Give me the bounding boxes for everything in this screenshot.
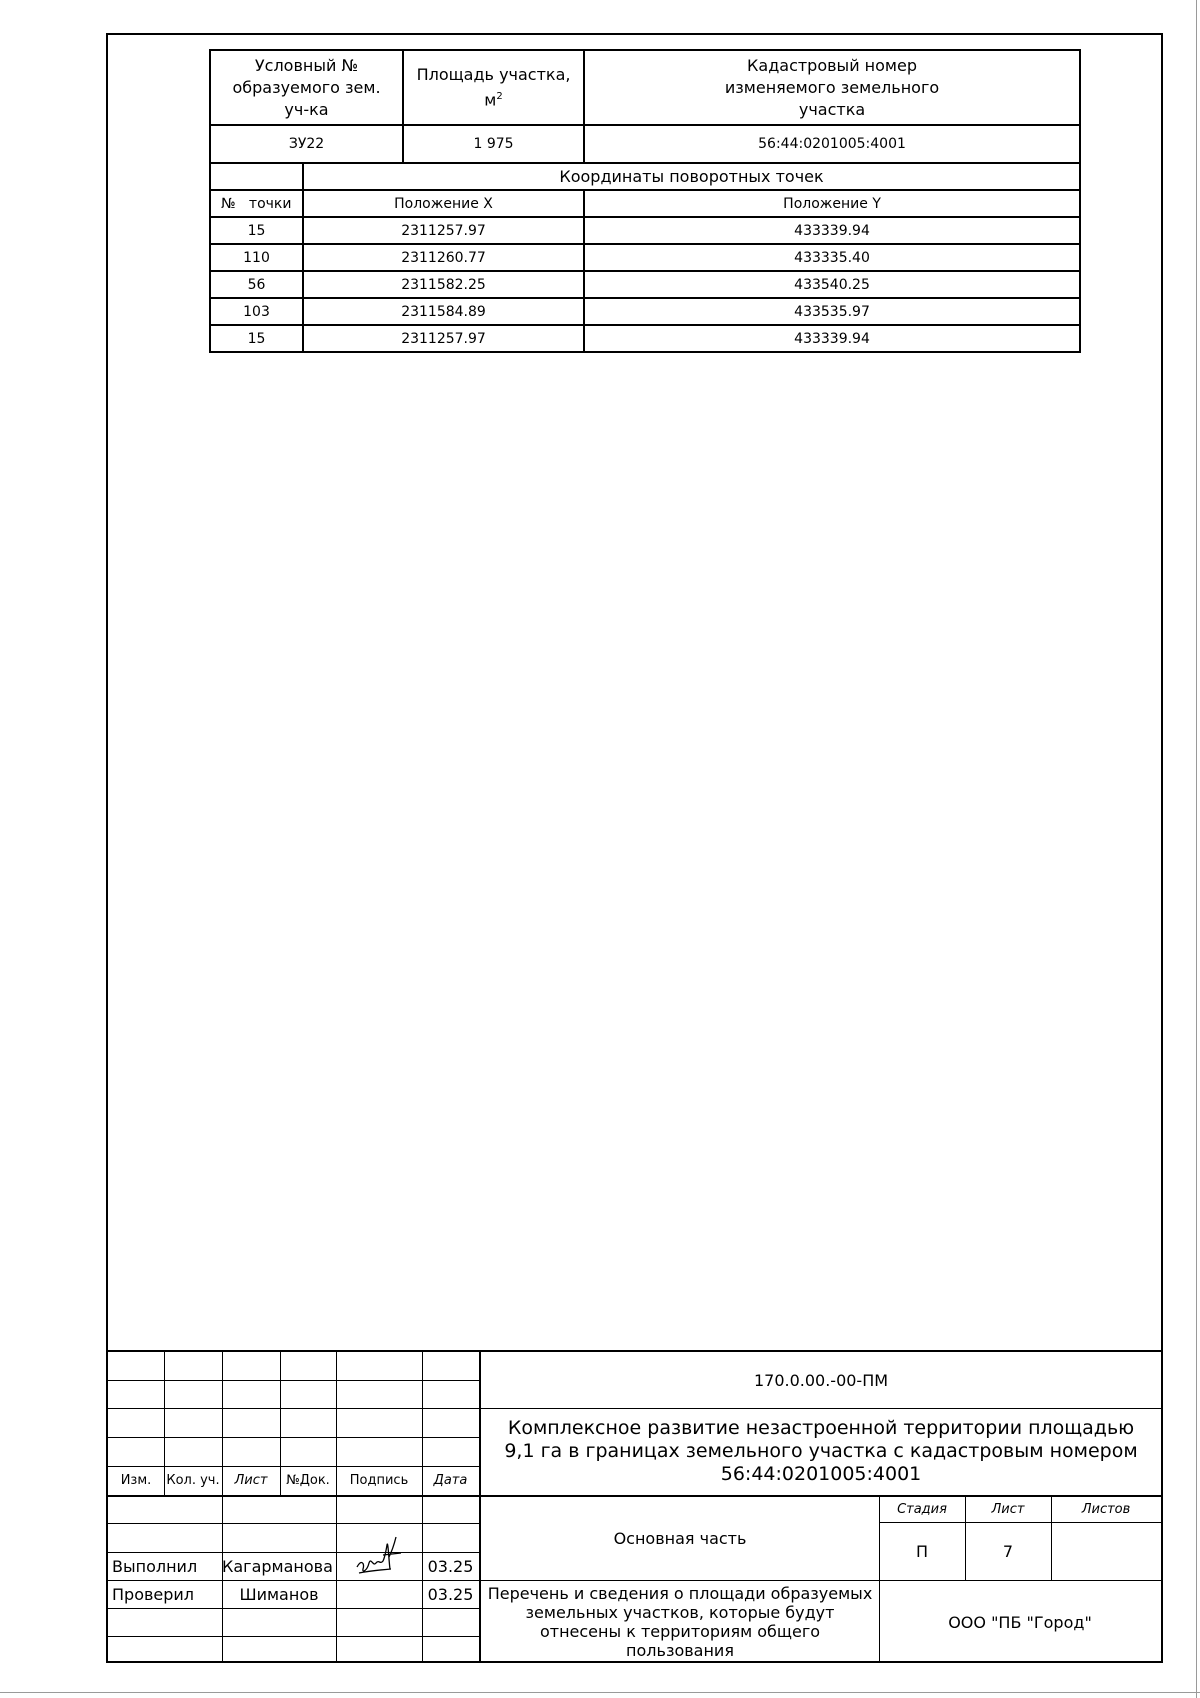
- document-code: 170.0.00.-00-ПМ: [753, 1370, 889, 1390]
- point-x: 2311257.97: [303, 217, 584, 244]
- point-y: 433339.94: [584, 325, 1080, 352]
- table-row: [210, 217, 1080, 244]
- header-cadastral: Кадастровый номер изменяемого земельного участка: [584, 50, 1080, 125]
- col-y-header: Положение Y: [584, 190, 1080, 217]
- col-podpis: Подпись: [349, 1473, 409, 1488]
- summary-area: 1 975: [403, 125, 584, 163]
- project-title: Комплексное развитие незастроенной территории площадью 9,1 га в границах земельного участка с кадастровым номером 56:44:0201005:4001: [504, 1417, 1138, 1485]
- part-name: Основная часть: [613, 1529, 747, 1548]
- point-y: 433540.25: [584, 271, 1080, 298]
- table-row: [210, 244, 1080, 271]
- col-x-header: Положение X: [303, 190, 584, 217]
- header-area-label: Площадь участка,: [416, 64, 571, 84]
- sheets-value: [1051, 1523, 1161, 1580]
- company-name: ООО "ПБ "Город": [948, 1612, 1092, 1632]
- performed-name: Кагарманова: [222, 1556, 333, 1576]
- point-y: 433335.40: [584, 244, 1080, 271]
- signature-mark: [349, 1533, 409, 1579]
- col-izm: Изм.: [120, 1473, 152, 1488]
- col-kol: Кол. уч.: [166, 1473, 220, 1488]
- summary-cadastral: 56:44:0201005:4001: [584, 125, 1080, 163]
- point-x: 2311582.25: [303, 271, 584, 298]
- point-number: 110: [210, 244, 303, 271]
- col-list: Лист: [234, 1473, 268, 1488]
- point-x: 2311260.77: [303, 244, 584, 271]
- col-point-header: № точки: [210, 190, 303, 217]
- title-block: [106, 1350, 1163, 1663]
- table-row: [210, 325, 1080, 352]
- stage-value: П: [915, 1542, 929, 1561]
- point-y: 433339.94: [584, 217, 1080, 244]
- header-area-unit-sup: 2: [496, 90, 503, 102]
- table-row: [210, 298, 1080, 325]
- coordinates-table: [209, 49, 1081, 353]
- sheet-title: Перечень и сведения о площади образуемых земельных участков, которые будут отнесены к территориям общего пользования: [487, 1584, 873, 1660]
- performed-date: 03.25: [427, 1556, 474, 1576]
- checked-label: Проверил: [112, 1584, 195, 1604]
- point-number: 15: [210, 217, 303, 244]
- sheet-label: Лист: [991, 1502, 1025, 1517]
- checked-name: Шиманов: [239, 1584, 319, 1604]
- sheet-value: 7: [1002, 1542, 1014, 1561]
- col-ndok: №Док.: [286, 1473, 330, 1488]
- checked-date: 03.25: [427, 1584, 474, 1604]
- page-edge-bottom: [0, 1692, 1200, 1693]
- header-plot-number: Условный № образуемого зем. уч-ка: [210, 50, 403, 125]
- stage-label: Стадия: [897, 1502, 947, 1517]
- point-number: 15: [210, 325, 303, 352]
- point-y: 433535.97: [584, 298, 1080, 325]
- signature: [336, 1532, 422, 1580]
- performed-label: Выполнил: [112, 1556, 198, 1576]
- col-data: Дата: [433, 1473, 468, 1488]
- header-area-unit: м: [484, 90, 497, 110]
- point-number: 103: [210, 298, 303, 325]
- page-edge-right: [1196, 0, 1197, 1698]
- point-x: 2311584.89: [303, 298, 584, 325]
- sheets-label: Листов: [1081, 1502, 1131, 1517]
- coords-title-empty: [210, 163, 303, 190]
- coords-title: Координаты поворотных точек: [303, 163, 1080, 190]
- summary-plot-number: ЗУ22: [210, 125, 403, 163]
- header-area: [403, 50, 584, 125]
- point-number: 56: [210, 271, 303, 298]
- point-x: 2311257.97: [303, 325, 584, 352]
- table-row: [210, 271, 1080, 298]
